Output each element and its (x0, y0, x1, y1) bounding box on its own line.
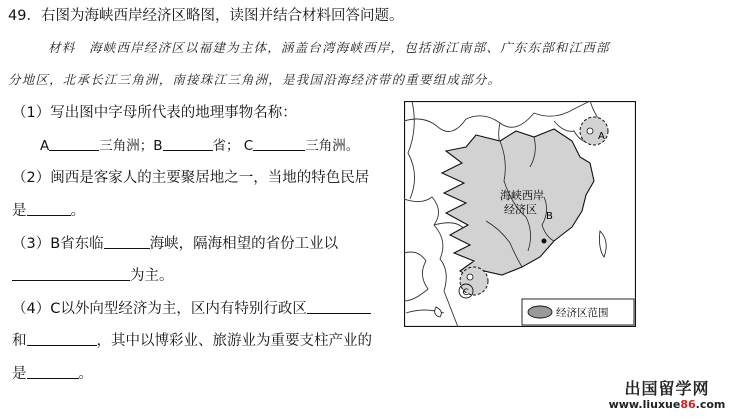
q1-prompt-text: （1）写出图中字母所代表的地理事物名称： (12, 105, 297, 121)
legend-swatch (528, 306, 552, 318)
q3-industry-blank[interactable] (12, 266, 130, 281)
q2-prompt-text: （2）闽西是客家人的主要聚居地之一，当地的特色民居 (12, 170, 370, 186)
city-c-marker (467, 274, 473, 280)
q1-answer-row (40, 136, 359, 156)
q1-c-blank[interactable] (253, 136, 305, 151)
q1-c-suffix: 三角洲。 (305, 138, 360, 154)
q1-b-blank[interactable] (163, 136, 213, 151)
q3-strait-blank[interactable] (104, 234, 150, 249)
material-text-2: 分地区，北承长江三角洲，南接珠江三角洲，是我国沿海经济带的重要组成部分。 (8, 72, 502, 87)
question-title-text: 49．右图为海峡西岸经济区略图，读图并结合材料回答问题。 (8, 8, 404, 24)
label-c: C (462, 288, 469, 298)
map-legend (522, 299, 634, 325)
site-watermark (608, 381, 726, 413)
city-b-marker (542, 239, 547, 244)
q1-prompt (12, 103, 297, 123)
q2-blank[interactable] (27, 201, 71, 216)
legend-label: 经济区范围 (556, 307, 609, 319)
q4-suffix: 。 (78, 366, 93, 382)
q4-middle: ，其中以博彩业、旅游业为重要支柱产业的 (96, 333, 372, 349)
economic-zone-map (404, 101, 636, 327)
material-line-1 (48, 38, 610, 58)
watermark-url-number: 86 (680, 398, 696, 411)
q4-row-2 (12, 331, 372, 351)
q1-a-blank[interactable] (49, 136, 99, 151)
label-a: A (598, 131, 605, 142)
q4-prompt-text: （4）C以外向型经济为主，区内有特别行政区 (12, 301, 307, 317)
region-name-line-2: 经济区 (504, 203, 537, 216)
q4-blank-3[interactable] (27, 364, 79, 379)
q4-region-blank-1[interactable] (307, 299, 371, 314)
q4-row (12, 299, 371, 319)
watermark-url-part-2: .com (695, 398, 726, 411)
q2-answer-row (12, 201, 85, 221)
q3-answer-row (12, 266, 174, 286)
q4-prefix: 是 (12, 366, 27, 382)
q2-prompt (12, 168, 369, 188)
region-name-line-1: 海峡西岸 (500, 189, 544, 202)
q2-prefix: 是 (12, 203, 27, 219)
watermark-url-part-1: www.liuxue (608, 398, 681, 411)
q1-c-label: 省； C (212, 138, 254, 154)
material-text-1: 材料 海峡西岸经济区以福建为主体，涵盖台湾海峡西岸，包括浙江南部、广东东部和江西部 (48, 40, 610, 55)
material-line-2 (8, 70, 501, 90)
q1-b-label: 三角洲；B (99, 138, 163, 154)
q3-middle: 海峡，隔海相望的省份工业以 (149, 236, 339, 252)
label-b: B (546, 211, 553, 222)
q4-row-3 (12, 364, 93, 384)
q4-region-blank-2[interactable] (27, 331, 97, 346)
watermark-name: 出国留学网 (624, 379, 710, 398)
q3-prefix: （3）B省东临 (12, 236, 104, 252)
q4-and: 和 (12, 333, 27, 349)
q3-suffix: 为主。 (130, 268, 174, 284)
q2-suffix: 。 (70, 203, 85, 219)
q3-row (12, 234, 338, 254)
city-a-marker (587, 128, 593, 134)
question-title (8, 6, 403, 26)
watermark-url (608, 397, 726, 413)
q1-a-label: A (40, 138, 50, 154)
